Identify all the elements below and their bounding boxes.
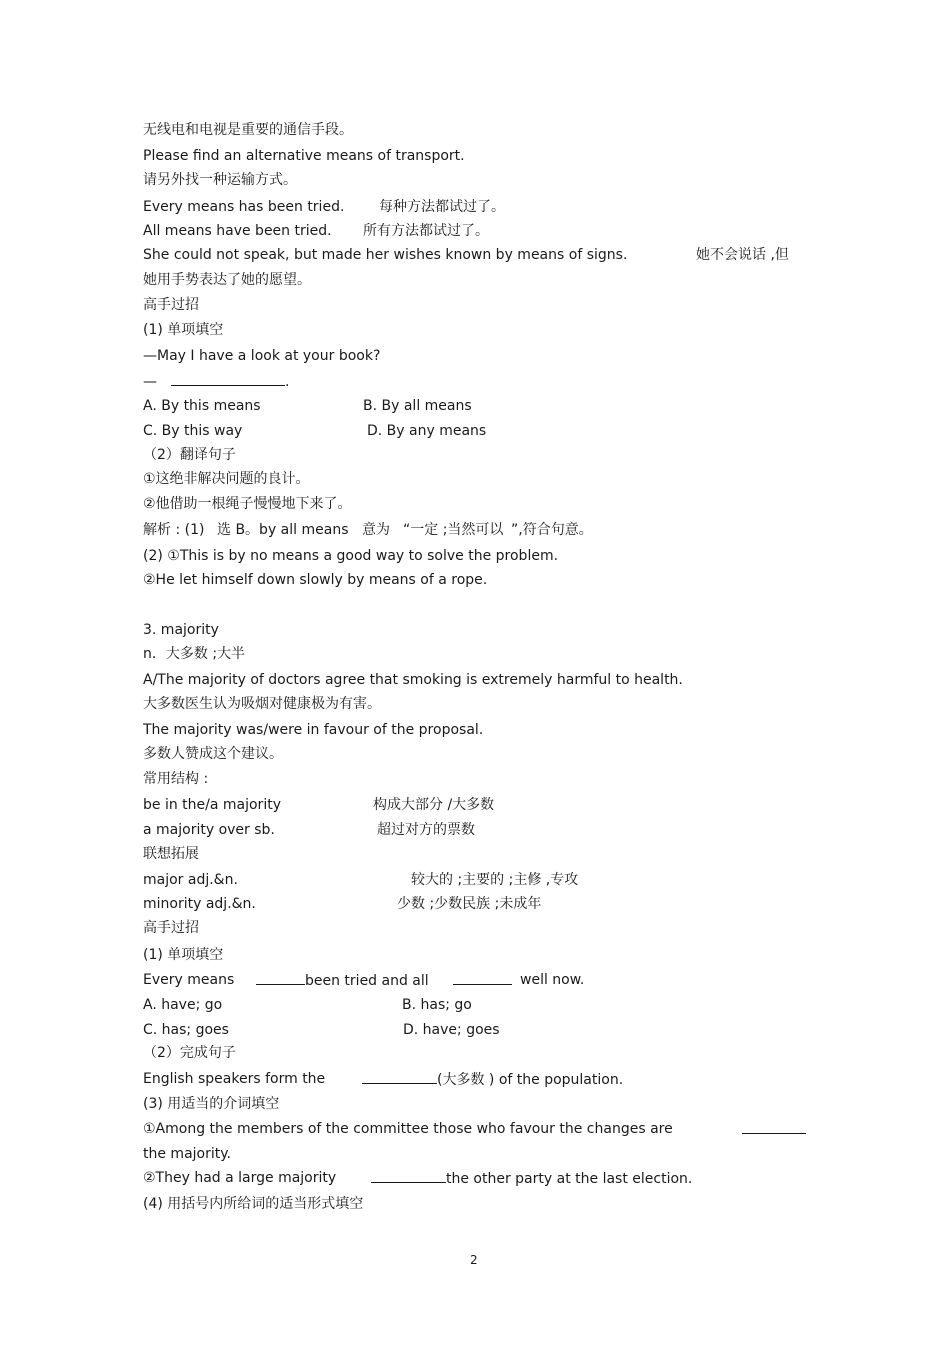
text-line: The majority was/were in favour of the proposal. — [143, 722, 484, 738]
section-heading: 高手过招 — [143, 920, 199, 936]
text-line: Every means — [143, 972, 235, 988]
text-line: “一定 ;当然可以 — [403, 522, 504, 538]
answer-blank — [453, 971, 512, 990]
text-line: 少数 ;少数民族 ;未成年 — [397, 896, 542, 912]
text-line: the other party at the last election. — [371, 1169, 692, 1188]
page-number: 2 — [470, 1253, 478, 1267]
section-heading: 高手过招 — [143, 297, 199, 313]
text-line: be in the/a majority — [143, 797, 281, 813]
question-heading: (1) 单项填空 — [143, 322, 224, 338]
text-line: 她用手势表达了她的愿望。 — [143, 272, 311, 288]
period: . — [285, 374, 290, 390]
text-line: ②他借助一根绳子慢慢地下来了。 — [143, 496, 352, 512]
text-line: minority adj.&n. — [143, 896, 256, 912]
text-line: ②He let himself down slowly by means of a rope. — [143, 572, 488, 588]
question-heading: (1) 单项填空 — [143, 947, 224, 963]
option-c: C. By this way — [143, 423, 243, 439]
option-b: B. By all means — [363, 398, 472, 414]
option-a: A. have; go — [143, 997, 223, 1013]
answer-blank — [171, 372, 285, 386]
text-line: 解析 : (1) — [143, 522, 205, 538]
answer-blank — [362, 1070, 437, 1084]
text-line: 常用结构 : — [143, 771, 209, 787]
text-line: 无线电和电视是重要的通信手段。 — [143, 122, 353, 138]
text-line: She could not speak, but made her wishes known by means of signs. — [143, 247, 628, 263]
text-line: All means have been tried. — [143, 223, 332, 239]
question-heading: （2）完成句子 — [143, 1045, 236, 1061]
section-heading: 3. majority — [143, 622, 219, 638]
text-line: ”,符合句意。 — [511, 522, 593, 538]
text-line: 请另外找一种运输方式。 — [143, 172, 297, 188]
text-line: English speakers form the — [143, 1071, 326, 1087]
text-line: 她不会说话 ,但 — [696, 247, 789, 263]
text-line: 所有方法都试过了。 — [363, 223, 489, 239]
text-line: a majority over sb. — [143, 822, 275, 838]
section-heading: 联想拓展 — [143, 846, 199, 862]
answer-blank — [371, 1169, 446, 1183]
text-line: 多数人赞成这个建议。 — [143, 746, 283, 762]
answer-blank — [256, 971, 305, 985]
question-heading: （2）翻译句子 — [143, 447, 236, 463]
text-line: 较大的 ;主要的 ;主修 ,专攻 — [411, 872, 579, 888]
text-line: well now. — [520, 972, 585, 988]
option-b: B. has; go — [402, 997, 472, 1013]
text-line: ①这绝非解决问题的良计。 — [143, 471, 310, 487]
text-line: 构成大部分 /大多数 — [373, 797, 495, 813]
text-line: (2) ①This is by no means a good way to solve the problem. — [143, 548, 559, 564]
answer-blank — [742, 1120, 806, 1139]
text-line: (大多数 ) of the population. — [362, 1070, 623, 1089]
text-line: major adj.&n. — [143, 872, 238, 888]
text-line: 超过对方的票数 — [377, 822, 475, 838]
question-heading: (3) 用适当的介词填空 — [143, 1096, 280, 1112]
text-line: Every means has been tried. — [143, 199, 345, 215]
dash: — — [143, 374, 157, 390]
text-line: the majority. — [143, 1146, 231, 1162]
text-line: 选 B。by all means — [217, 522, 349, 538]
text-line — [143, 372, 289, 391]
text-line: ②They had a large majority — [143, 1170, 337, 1186]
option-d: D. have; goes — [403, 1022, 500, 1038]
text-line: Please find an alternative means of transport. — [143, 148, 465, 164]
option-a: A. By this means — [143, 398, 261, 414]
question-heading: (4) 用括号内所给词的适当形式填空 — [143, 1196, 364, 1212]
option-d: D. By any means — [367, 423, 487, 439]
option-c: C. has; goes — [143, 1022, 229, 1038]
text-line: n．大多数 ;大半 — [143, 646, 246, 662]
text-line: been tried and all — [256, 971, 429, 990]
text-line: ①Among the members of the committee those who favour the changes are — [143, 1121, 673, 1137]
text-line: A/The majority of doctors agree that smoking is extremely harmful to health. — [143, 672, 683, 688]
text-line: 每种方法都试过了。 — [379, 199, 505, 215]
text-line: 大多数医生认为吸烟对健康极为有害。 — [143, 696, 381, 712]
text-line: 意为 — [362, 522, 390, 538]
text-line: —May I have a look at your book? — [143, 348, 381, 364]
